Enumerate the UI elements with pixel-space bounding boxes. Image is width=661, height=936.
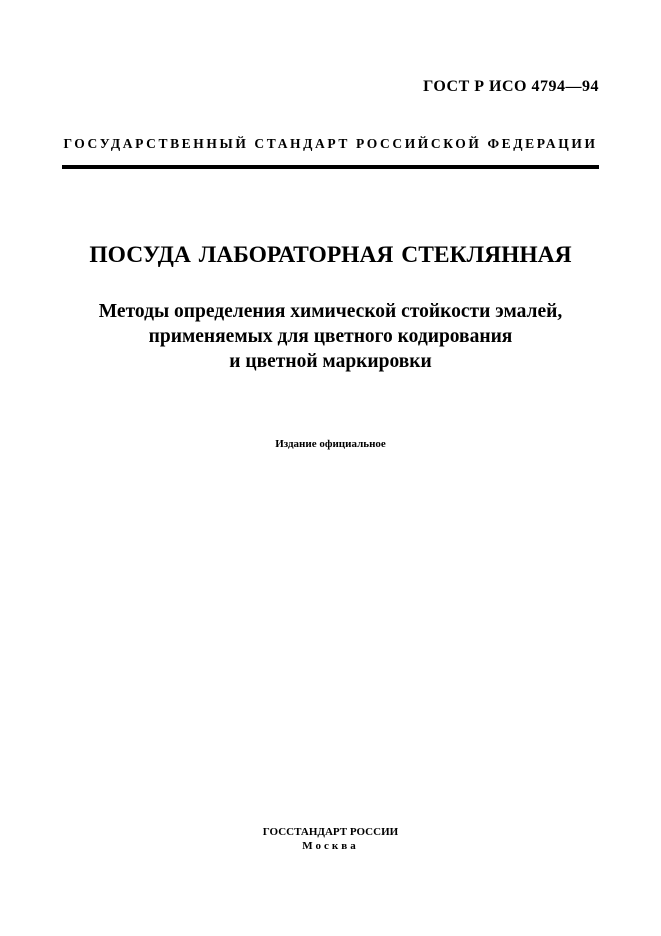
subtitle-line: Методы определения химической стойкости эмалей, — [98, 301, 563, 322]
document-number: ГОСТ Р ИСО 4794—94 — [423, 78, 599, 95]
edition-note: Издание официальное — [275, 438, 386, 450]
publisher-city: Москва — [302, 840, 359, 852]
page-title: ПОСУДА ЛАБОРАТОРНАЯ СТЕКЛЯННАЯ — [89, 242, 572, 268]
standard-heading: ГОСУДАРСТВЕННЫЙ СТАНДАРТ РОССИЙСКОЙ ФЕДЕРАЦИИ — [63, 136, 598, 151]
header-rule — [62, 165, 599, 169]
subtitle-line: применяемых для цветного кодирования — [148, 326, 513, 347]
subtitle — [0, 299, 661, 374]
publisher-name: ГОССТАНДАРТ РОССИИ — [262, 826, 399, 838]
subtitle-line: и цветной маркировки — [229, 351, 432, 372]
